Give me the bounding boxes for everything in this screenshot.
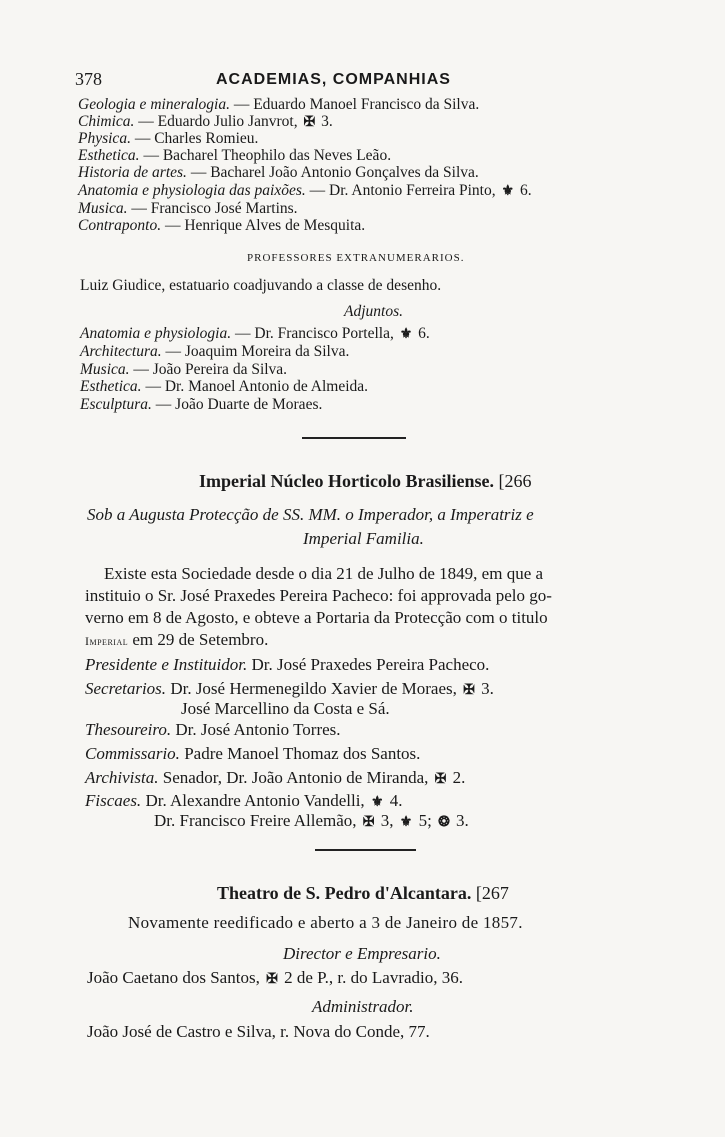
adjunto-entry bbox=[80, 362, 287, 378]
name: — Francisco José Martins. bbox=[127, 200, 298, 217]
grade: 5; bbox=[414, 811, 437, 830]
professor-entry bbox=[78, 165, 479, 181]
adjuntos-heading: Adjuntos. bbox=[344, 303, 403, 320]
commissario-entry bbox=[85, 745, 420, 762]
grade: 2. bbox=[448, 768, 466, 787]
extranumerario-entry: Luiz Giudice, estatuario coadjuvando a classe de desenho. bbox=[80, 277, 442, 294]
name: — Dr. Manoel Antonio de Almeida. bbox=[141, 378, 369, 395]
nucleo-protection-line1: Sob a Augusta Protecção de SS. MM. o Imperador, a Imperatriz e bbox=[87, 505, 534, 524]
subject: Esthetica. bbox=[78, 147, 140, 164]
nucleo-protection-line2: Imperial Familia. bbox=[303, 529, 424, 548]
professor-entry bbox=[78, 218, 365, 234]
order-cross-icon: ✠ bbox=[362, 815, 375, 830]
name: — Bacharel Theophilo das Neves Leão. bbox=[139, 147, 392, 164]
order-rose-icon: ⚜ bbox=[399, 327, 413, 342]
subject: Esthetica. bbox=[80, 378, 142, 395]
subject: Architectura. bbox=[80, 343, 162, 360]
subject: Anatomia e physiologia das paixões. bbox=[78, 182, 306, 199]
grade: 6. bbox=[516, 182, 532, 199]
name: João Caetano dos Santos, bbox=[87, 968, 265, 987]
order-rose-icon: ⚜ bbox=[501, 184, 515, 199]
subject: Musica. bbox=[78, 200, 128, 217]
director-heading: Director e Empresario. bbox=[283, 944, 441, 963]
secretarios-entry bbox=[85, 680, 494, 698]
role-label: Thesoureiro. bbox=[85, 720, 172, 739]
tesoureiro-entry bbox=[85, 721, 341, 738]
subject: Musica. bbox=[80, 361, 130, 378]
fiscaes-entry bbox=[85, 792, 403, 810]
nucleo-para-line: Existe esta Sociedade desde o dia 21 de Julho de 1849, em que a bbox=[104, 564, 544, 583]
director-entry bbox=[87, 969, 463, 987]
name: Senador, Dr. João Antonio de Miranda, bbox=[158, 768, 433, 787]
name: Dr. José Antonio Torres. bbox=[171, 720, 341, 739]
section-divider bbox=[315, 849, 416, 851]
name: Dr. José Praxedes Pereira Pacheco. bbox=[247, 655, 490, 674]
professor-entry bbox=[78, 183, 532, 199]
order-cross-icon: ✠ bbox=[463, 683, 475, 698]
grade: 3. bbox=[476, 679, 494, 698]
grade: 6. bbox=[414, 325, 430, 342]
admin-entry: João José de Castro e Silva, r. Nova do Conde, 77. bbox=[87, 1022, 430, 1041]
name: Dr. José Hermenegildo Xavier de Moraes, bbox=[166, 679, 462, 698]
subject: Contraponto. bbox=[78, 217, 162, 234]
name: Dr. Alexandre Antonio Vandelli, bbox=[141, 791, 369, 810]
name: — Joaquim Moreira da Silva. bbox=[161, 343, 350, 360]
subject: Esculptura. bbox=[80, 396, 152, 413]
professor-entry bbox=[78, 97, 479, 113]
theatro-reopened: Novamente reedificado e aberto a 3 de Janeiro de 1857. bbox=[128, 913, 523, 932]
running-title: ACADEMIAS, COMPANHIAS bbox=[216, 71, 451, 88]
adjunto-entry bbox=[80, 397, 322, 413]
nucleo-para-line: instituio o Sr. José Praxedes Pereira Pacheco: foi approvada pelo go- bbox=[85, 586, 552, 605]
subject: Anatomia e physiologia. bbox=[80, 325, 232, 342]
name: — Henrique Alves de Mesquita. bbox=[161, 217, 366, 234]
admin-heading: Administrador. bbox=[312, 997, 414, 1016]
grade: 3. bbox=[451, 811, 469, 830]
subject: Chimica. bbox=[78, 113, 135, 130]
grade: 4. bbox=[385, 791, 403, 810]
date-text: em 29 de Setembro. bbox=[128, 630, 269, 649]
address: 2 de P., r. do Lavradio, 36. bbox=[279, 968, 464, 987]
professor-entry bbox=[78, 131, 258, 147]
name: — João Pereira da Silva. bbox=[129, 361, 288, 378]
nucleo-para-line bbox=[85, 631, 268, 648]
name: — Eduardo Julio Janvrot, bbox=[134, 113, 302, 130]
order-rose-icon: ⚜ bbox=[370, 795, 384, 810]
name: — Charles Romieu. bbox=[130, 130, 259, 147]
grade: 3, bbox=[376, 811, 398, 830]
name: Dr. Francisco Freire Allemão, bbox=[154, 811, 361, 830]
professor-entry bbox=[78, 114, 333, 130]
extranumerarios-heading: PROFESSORES EXTRANUMERARIOS. bbox=[247, 252, 465, 264]
order-cross-icon: ✠ bbox=[434, 772, 447, 787]
adjunto-entry bbox=[80, 379, 368, 395]
archivista-entry bbox=[85, 769, 465, 787]
order-medal-icon: ❂ bbox=[438, 815, 450, 830]
name: — Eduardo Manoel Francisco da Silva. bbox=[229, 96, 480, 113]
nucleo-ref: [266 bbox=[498, 471, 532, 491]
order-cross-icon: ✠ bbox=[266, 972, 278, 987]
page-number: 378 bbox=[75, 69, 102, 89]
grade: 3. bbox=[317, 113, 333, 130]
name: — Dr. Francisco Portella, bbox=[231, 325, 398, 342]
imperial-caps: Imperial bbox=[85, 634, 129, 648]
name: — Dr. Antonio Ferreira Pinto, bbox=[305, 182, 500, 199]
name: Padre Manoel Thomaz dos Santos. bbox=[179, 744, 421, 763]
theatro-title bbox=[217, 884, 509, 902]
role-label: Commissario. bbox=[85, 744, 180, 763]
section-divider bbox=[302, 437, 406, 439]
professor-entry bbox=[78, 201, 298, 217]
nucleo-title bbox=[199, 472, 531, 490]
role-label: Fiscaes. bbox=[85, 791, 142, 810]
subject: Historia de artes. bbox=[78, 164, 187, 181]
fiscal-second bbox=[154, 812, 469, 830]
role-label: Archivista. bbox=[85, 768, 159, 787]
order-cross-icon: ✠ bbox=[303, 115, 316, 130]
name: — João Duarte de Moraes. bbox=[151, 396, 323, 413]
secretario-second: José Marcellino da Costa e Sá. bbox=[181, 699, 390, 718]
professor-entry bbox=[78, 148, 391, 164]
adjunto-entry bbox=[80, 344, 349, 360]
nucleo-para-line: verno em 8 de Agosto, e obteve a Portaria da Protecção com o titulo bbox=[85, 608, 548, 627]
theatro-title-text: Theatro de S. Pedro d'Alcantara. bbox=[217, 883, 472, 903]
presidente-entry bbox=[85, 656, 489, 673]
nucleo-title-text: Imperial Núcleo Horticolo Brasiliense. bbox=[199, 471, 494, 491]
role-label: Secretarios. bbox=[85, 679, 167, 698]
order-rose-icon: ⚜ bbox=[399, 815, 413, 830]
theatro-ref: [267 bbox=[475, 883, 509, 903]
subject: Physica. bbox=[78, 130, 131, 147]
name: — Bacharel João Antonio Gonçalves da Silva. bbox=[186, 164, 479, 181]
adjunto-entry bbox=[80, 326, 430, 342]
role-label: Presidente e Instituidor. bbox=[85, 655, 248, 674]
subject: Geologia e mineralogia. bbox=[78, 96, 230, 113]
